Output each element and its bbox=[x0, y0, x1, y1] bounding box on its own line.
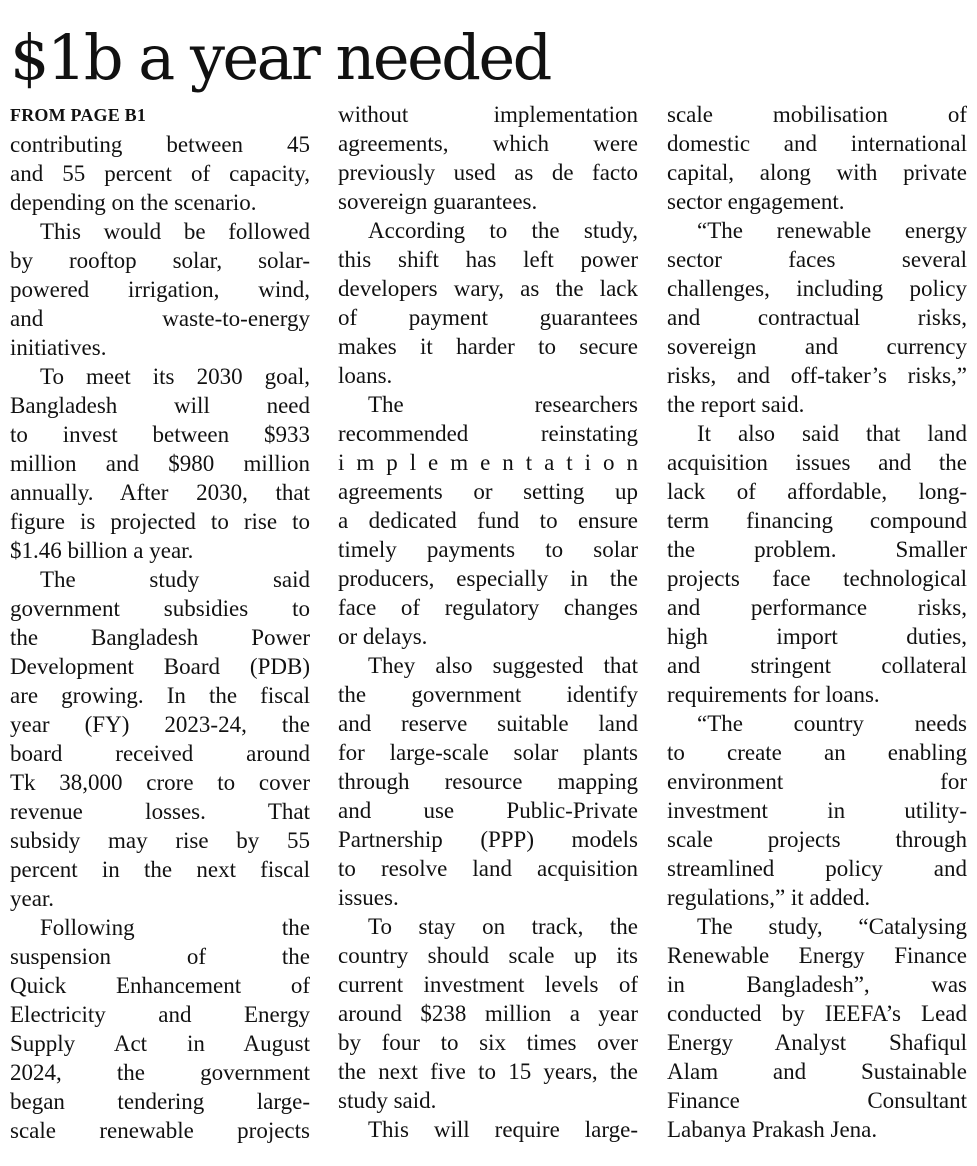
article-line: Alam and Sustainable bbox=[667, 1059, 967, 1084]
article-line: year (FY) 2023-24, the bbox=[10, 712, 310, 737]
article-line: “The country needs bbox=[697, 711, 967, 736]
article-line: $1.46 billion a year. bbox=[10, 538, 194, 563]
article-line: The study, “Catalysing bbox=[697, 914, 967, 939]
article-line: Following the bbox=[40, 915, 310, 940]
article-line: Quick Enhancement of bbox=[10, 973, 310, 998]
headline: $1b a year needed bbox=[10, 21, 550, 94]
article-line: subsidy may rise by 55 bbox=[10, 828, 310, 853]
article-line: makes it harder to secure bbox=[338, 334, 638, 359]
article-line: million and $980 million bbox=[10, 451, 310, 476]
article-line: the next five to 15 years, the bbox=[338, 1059, 638, 1084]
article-line: and reserve suitable land bbox=[338, 711, 638, 736]
article-line: annually. After 2030, that bbox=[10, 480, 310, 505]
article-line: of payment guarantees bbox=[338, 305, 638, 330]
article-line: This will require large- bbox=[368, 1117, 638, 1142]
article-line: The study said bbox=[40, 567, 310, 592]
article-line: percent in the next fiscal bbox=[10, 857, 310, 882]
article-line: a dedicated fund to ensure bbox=[338, 508, 638, 533]
article-line: producers, especially in the bbox=[338, 566, 638, 591]
article-line: agreements, which were bbox=[338, 131, 638, 156]
article-column-1 bbox=[10, 100, 310, 1145]
article-line: domestic and international bbox=[667, 131, 967, 156]
from-page-kicker: FROM PAGE B1 bbox=[10, 105, 147, 125]
article-line: investment in utility- bbox=[667, 798, 967, 823]
article-line: This would be followed bbox=[40, 219, 310, 244]
article-line: Renewable Energy Finance bbox=[667, 943, 967, 968]
article-line: for large-scale solar plants bbox=[338, 740, 638, 765]
article-line: capital, along with private bbox=[667, 160, 967, 185]
article-line: agreements or setting up bbox=[338, 479, 638, 504]
article-line: country should scale up its bbox=[338, 943, 638, 968]
article-line: scale projects through bbox=[667, 827, 967, 852]
article-line: the problem. Smaller bbox=[667, 537, 967, 562]
article-line: “The renewable energy bbox=[697, 218, 967, 243]
article-line: timely payments to solar bbox=[338, 537, 638, 562]
article-line: by four to six times over bbox=[338, 1030, 638, 1055]
article-line: challenges, including policy bbox=[667, 276, 967, 301]
article-line: Supply Act in August bbox=[10, 1031, 310, 1056]
article-line: suspension of the bbox=[10, 944, 310, 969]
article-line: and 55 percent of capacity, bbox=[10, 161, 310, 186]
article-line: lack of affordable, long- bbox=[667, 479, 967, 504]
article-line: study said. bbox=[338, 1088, 437, 1113]
article-line: developers wary, as the lack bbox=[338, 276, 638, 301]
article-line: recommended reinstating bbox=[338, 421, 638, 446]
article-line: year. bbox=[10, 886, 55, 911]
article-line: acquisition issues and the bbox=[667, 450, 967, 475]
article-line: issues. bbox=[338, 885, 399, 910]
article-line: loans. bbox=[338, 363, 393, 388]
article-line: previously used as de facto bbox=[338, 160, 638, 185]
article-line: scale mobilisation of bbox=[667, 102, 967, 127]
article-line: and performance risks, bbox=[667, 595, 967, 620]
article-line: risks, and off-taker’s risks,” bbox=[667, 363, 967, 388]
article-line: the report said. bbox=[667, 392, 805, 417]
article-line: Bangladesh will need bbox=[10, 393, 310, 418]
article-line: Partnership (PPP) models bbox=[338, 827, 638, 852]
article-line: term financing compound bbox=[667, 508, 967, 533]
article-line: Labanya Prakash Jena. bbox=[667, 1117, 878, 1142]
article-line: and waste-to-energy bbox=[10, 306, 310, 331]
article-column-3 bbox=[667, 100, 967, 1144]
article-line: Tk 38,000 crore to cover bbox=[10, 770, 310, 795]
article-line: to create an enabling bbox=[667, 740, 967, 765]
article-line: figure is projected to rise to bbox=[10, 509, 310, 534]
article-line: To stay on track, the bbox=[368, 914, 638, 939]
article-line: board received around bbox=[10, 741, 310, 766]
article-line: through resource mapping bbox=[338, 769, 638, 794]
article-line: the government identify bbox=[338, 682, 638, 707]
article-line: powered irrigation, wind, bbox=[10, 277, 310, 302]
article-line: without implementation bbox=[338, 102, 638, 127]
article-line: It also said that land bbox=[697, 421, 967, 446]
article-line: Development Board (PDB) bbox=[10, 654, 310, 679]
article-line: high import duties, bbox=[667, 624, 967, 649]
article-line: contributing between 45 bbox=[10, 132, 310, 157]
article-line: depending on the scenario. bbox=[10, 190, 257, 215]
article-line: To meet its 2030 goal, bbox=[40, 364, 310, 389]
article-line: sector engagement. bbox=[667, 189, 845, 214]
article-line: sovereign and currency bbox=[667, 334, 967, 359]
article-line: to resolve land acquisition bbox=[338, 856, 638, 881]
article-line: scale renewable projects bbox=[10, 1118, 310, 1143]
article-line: and contractual risks, bbox=[667, 305, 967, 330]
article-line: Energy Analyst Shafiqul bbox=[667, 1030, 967, 1055]
article-line: revenue losses. That bbox=[10, 799, 310, 824]
article-line: in Bangladesh”, was bbox=[667, 972, 967, 997]
article-line: sector faces several bbox=[667, 247, 967, 272]
article-column-2 bbox=[338, 100, 638, 1144]
article-line: to invest between $933 bbox=[10, 422, 310, 447]
article-line: Finance Consultant bbox=[667, 1088, 967, 1113]
article-line: sovereign guarantees. bbox=[338, 189, 538, 214]
article-line: this shift has left power bbox=[338, 247, 638, 272]
article-line: current investment levels of bbox=[338, 972, 638, 997]
article-line: The researchers bbox=[368, 392, 638, 417]
article-line: 2024, the government bbox=[10, 1060, 310, 1085]
article-line: environment for bbox=[667, 769, 967, 794]
article-line: i m p l e m e n t a t i o n bbox=[338, 450, 638, 475]
article-line: or delays. bbox=[338, 624, 428, 649]
article-line: projects face technological bbox=[667, 566, 967, 591]
article-line: According to the study, bbox=[368, 218, 638, 243]
article-line: around $238 million a year bbox=[338, 1001, 638, 1026]
article-line: the Bangladesh Power bbox=[10, 625, 310, 650]
article-line: streamlined policy and bbox=[667, 856, 967, 881]
article-line: began tendering large- bbox=[10, 1089, 310, 1114]
article-line: regulations,” it added. bbox=[667, 885, 871, 910]
article-line: conducted by IEEFA’s Lead bbox=[667, 1001, 967, 1026]
article-line: requirements for loans. bbox=[667, 682, 880, 707]
article-line: face of regulatory changes bbox=[338, 595, 638, 620]
article-line: They also suggested that bbox=[368, 653, 638, 678]
article-line: are growing. In the fiscal bbox=[10, 683, 310, 708]
article-line: and stringent collateral bbox=[667, 653, 967, 678]
article-line: government subsidies to bbox=[10, 596, 310, 621]
article-line: and use Public-Private bbox=[338, 798, 638, 823]
article-line: by rooftop solar, solar- bbox=[10, 248, 310, 273]
article-line: initiatives. bbox=[10, 335, 107, 360]
article-line: Electricity and Energy bbox=[10, 1002, 310, 1027]
